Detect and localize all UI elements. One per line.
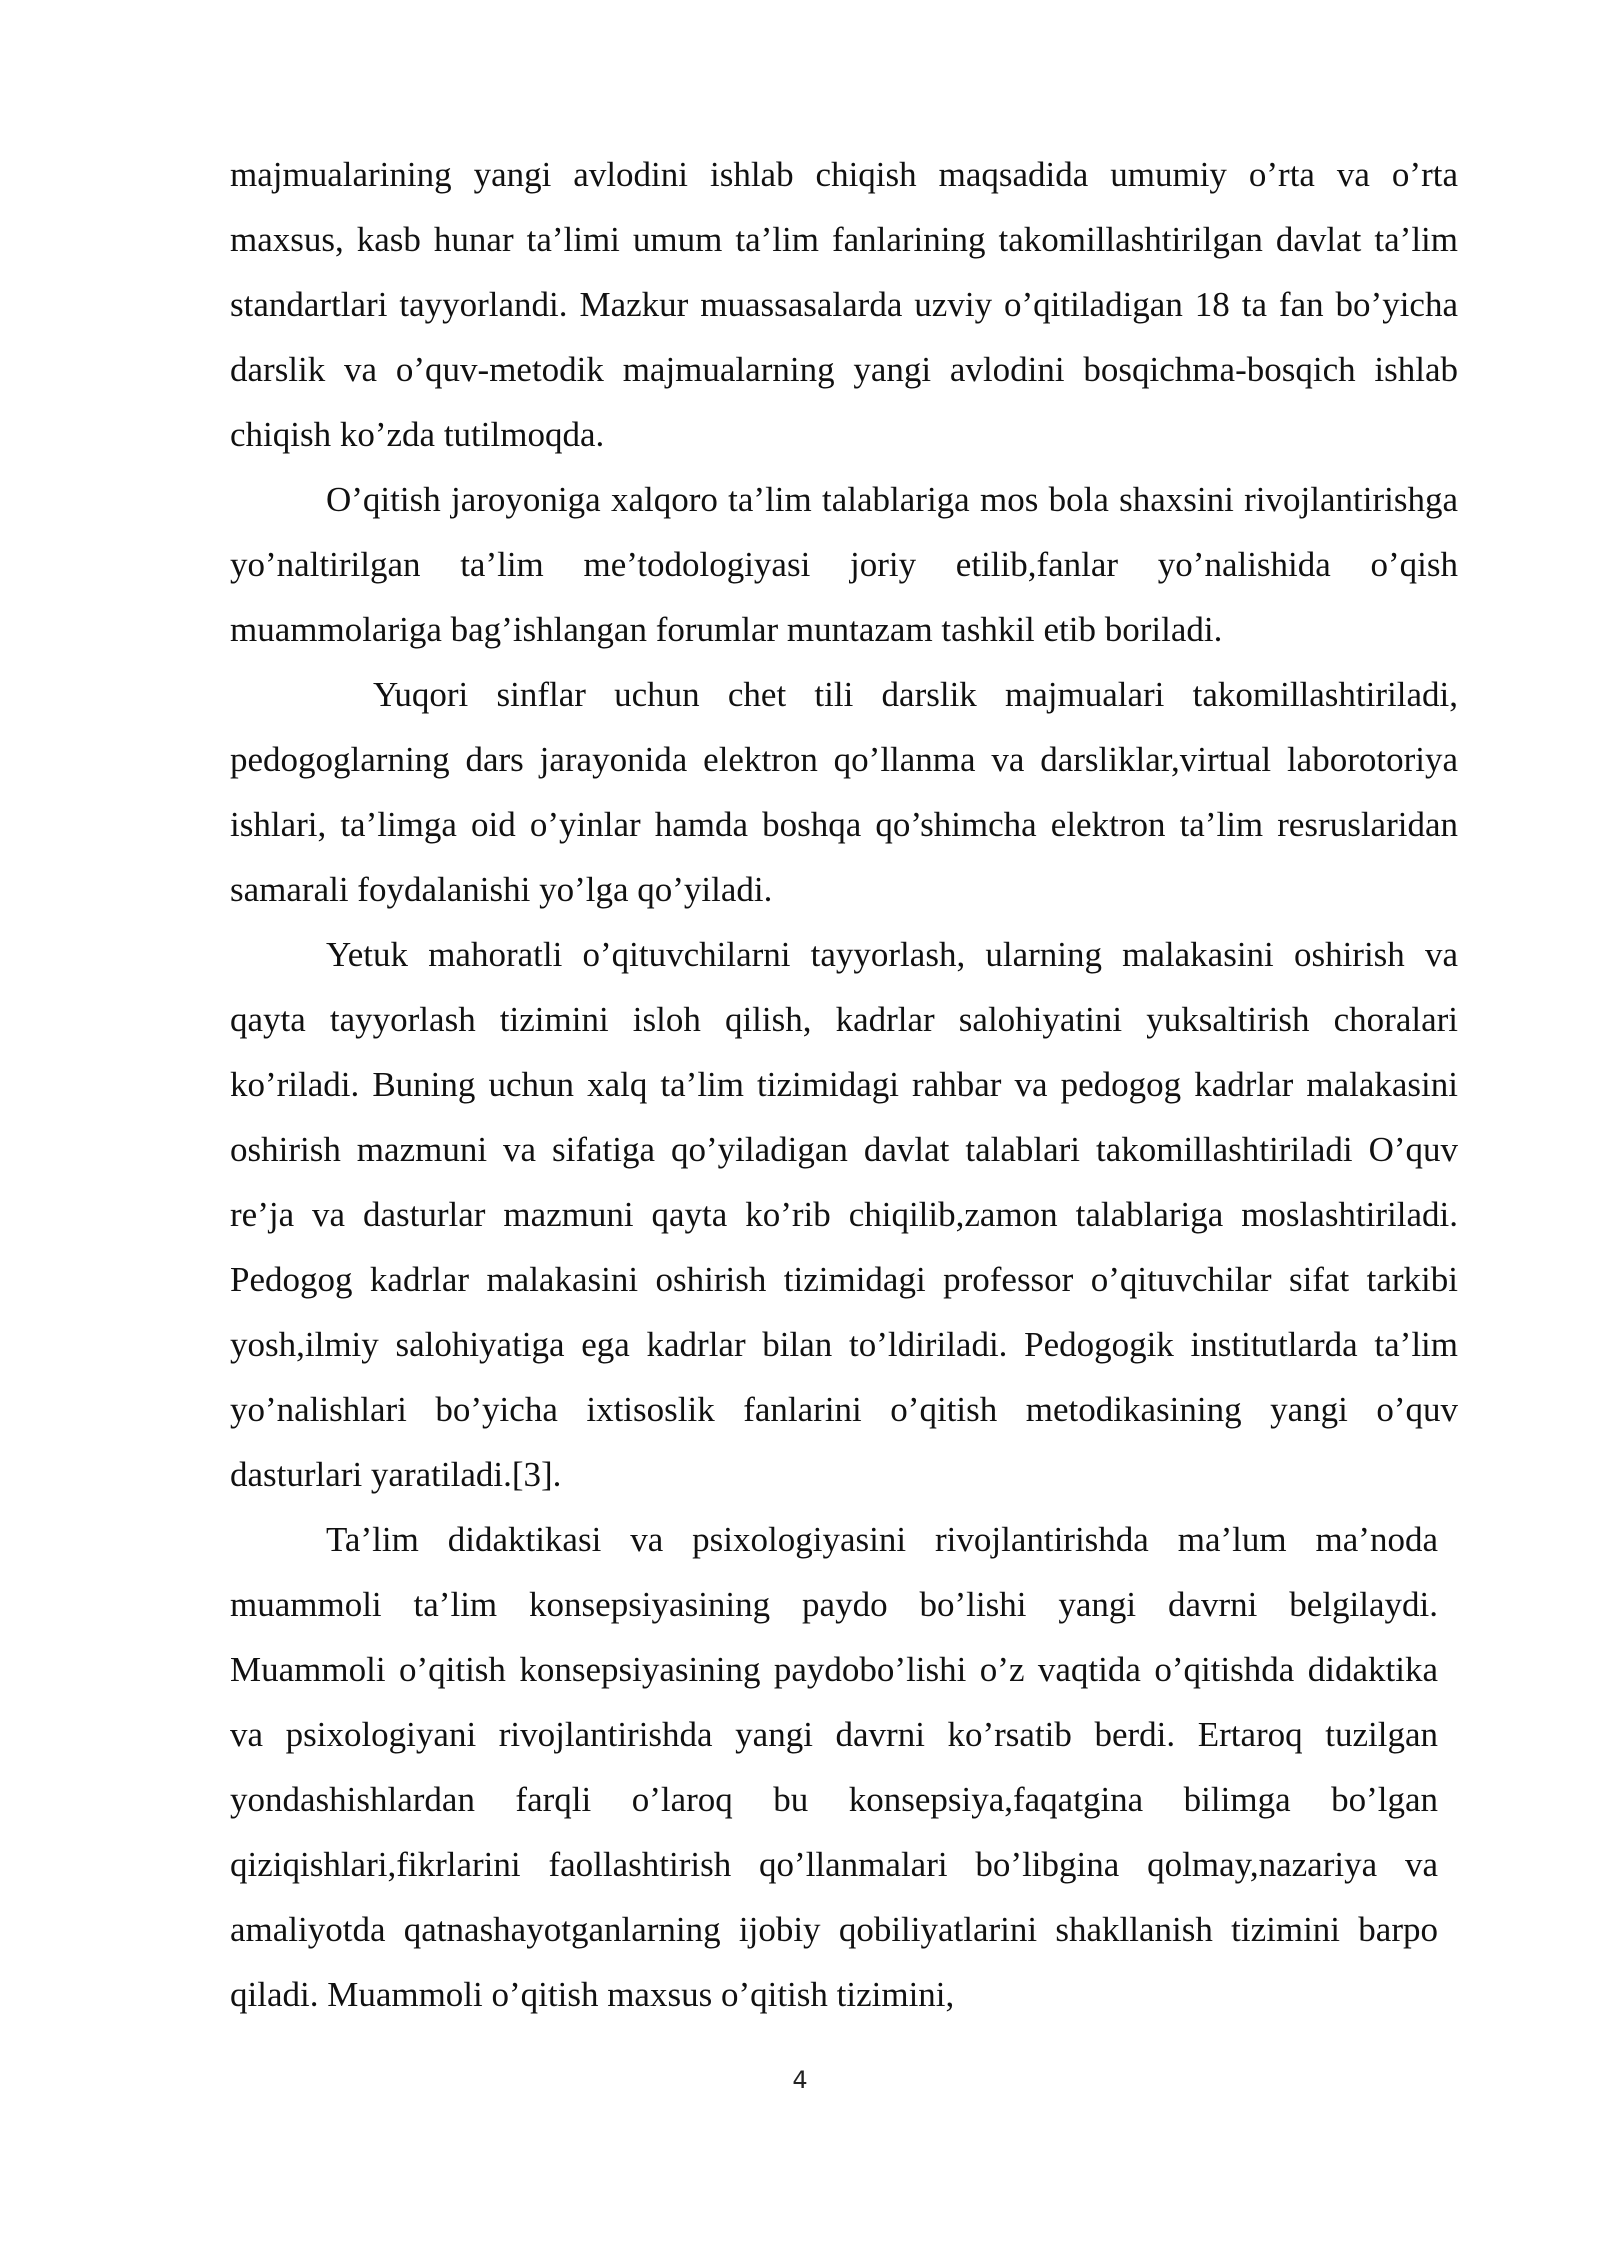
page-number: 4: [792, 2066, 808, 2094]
paragraph-1: majmualarining yangi avlodini ishlab chiqish maqsadida umumiy o’rta va o’rta maxsus, kasb hunar ta’limi umum ta’lim fanlarining takomillashtirilgan davlat ta’lim standartlari tayyorlandi. Mazkur muassasalarda uzviy o’qitiladigan 18 ta fan bo’yicha darslik va o’quv-metodik majmualarning yangi avlodini bosqichma-bosqich ishlab chiqish ko’zda tutilmoqda.: [230, 155, 1458, 454]
page-body: [230, 142, 1458, 2027]
paragraph-2: O’qitish jaroyoniga xalqoro ta’lim talablariga mos bola shaxsini rivojlantirishga yo’naltirilgan ta’lim me’todologiyasi joriy etilib,fanlar yo’nalishida o’qish muammolariga bag’ishlangan forumlar muntazam tashkil etib boriladi.: [230, 480, 1458, 649]
paragraph-5: Ta’lim didaktikasi va psixologiyasini rivojlantirishda ma’lum ma’noda muammoli ta’lim konsepsiyasining paydo bo’lishi yangi davrni belgilaydi. Muammoli o’qitish konsepsiyasining paydobo’lishi o’z vaqtida o’qitishda didaktika va psixologiyani rivojlantirishda yangi davrni ko’rsatib berdi. Ertaroq tuzilgan yondashishlardan farqli o’laroq bu konsepsiya,faqatgina bilimga bo’lgan qiziqishlari,fikrlarini faollashtirish qo’llanmalari bo’libgina qolmay,nazariya va amaliyotda qatnashayotganlarning ijobiy qobiliyatlarini shakllanish tizimini barpo qiladi. Muammoli o’qitish maxsus o’qitish tizimini,: [230, 1520, 1438, 2014]
paragraph-4: Yetuk mahoratli o’qituvchilarni tayyorlash, ularning malakasini oshirish va qayta tayyorlash tizimini isloh qilish, kadrlar salohiyatini yuksaltirish choralari ko’riladi. Buning uchun xalq ta’lim tizimidagi rahbar va pedogog kadrlar malakasini oshirish mazmuni va sifatiga qo’yiladigan davlat talablari takomillashtiriladi O’quv re’ja va dasturlar mazmuni qayta ko’rib chiqilib,zamon talablariga moslashtiriladi. Pedogog kadrlar malakasini oshirish tizimidagi professor o’qituvchilar sifat tarkibi yosh,ilmiy salohiyatiga ega kadrlar bilan to’ldiriladi. Pedogogik institutlarda ta’lim yo’nalishlari bo’yicha ixtisoslik fanlarini o’qitish metodikasining yangi o’quv dasturlari yaratiladi.[3].: [230, 935, 1458, 1494]
paragraph-3: Yuqori sinflar uchun chet tili darslik majmualari takomillashtiriladi, pedogoglarning dars jarayonida elektron qo’llanma va darsliklar,virtual laborotoriya ishlari, ta’limga oid o’yinlar hamda boshqa qo’shimcha elektron ta’lim resruslaridan samarali foydalanishi yo’lga qo’yiladi.: [230, 675, 1458, 909]
